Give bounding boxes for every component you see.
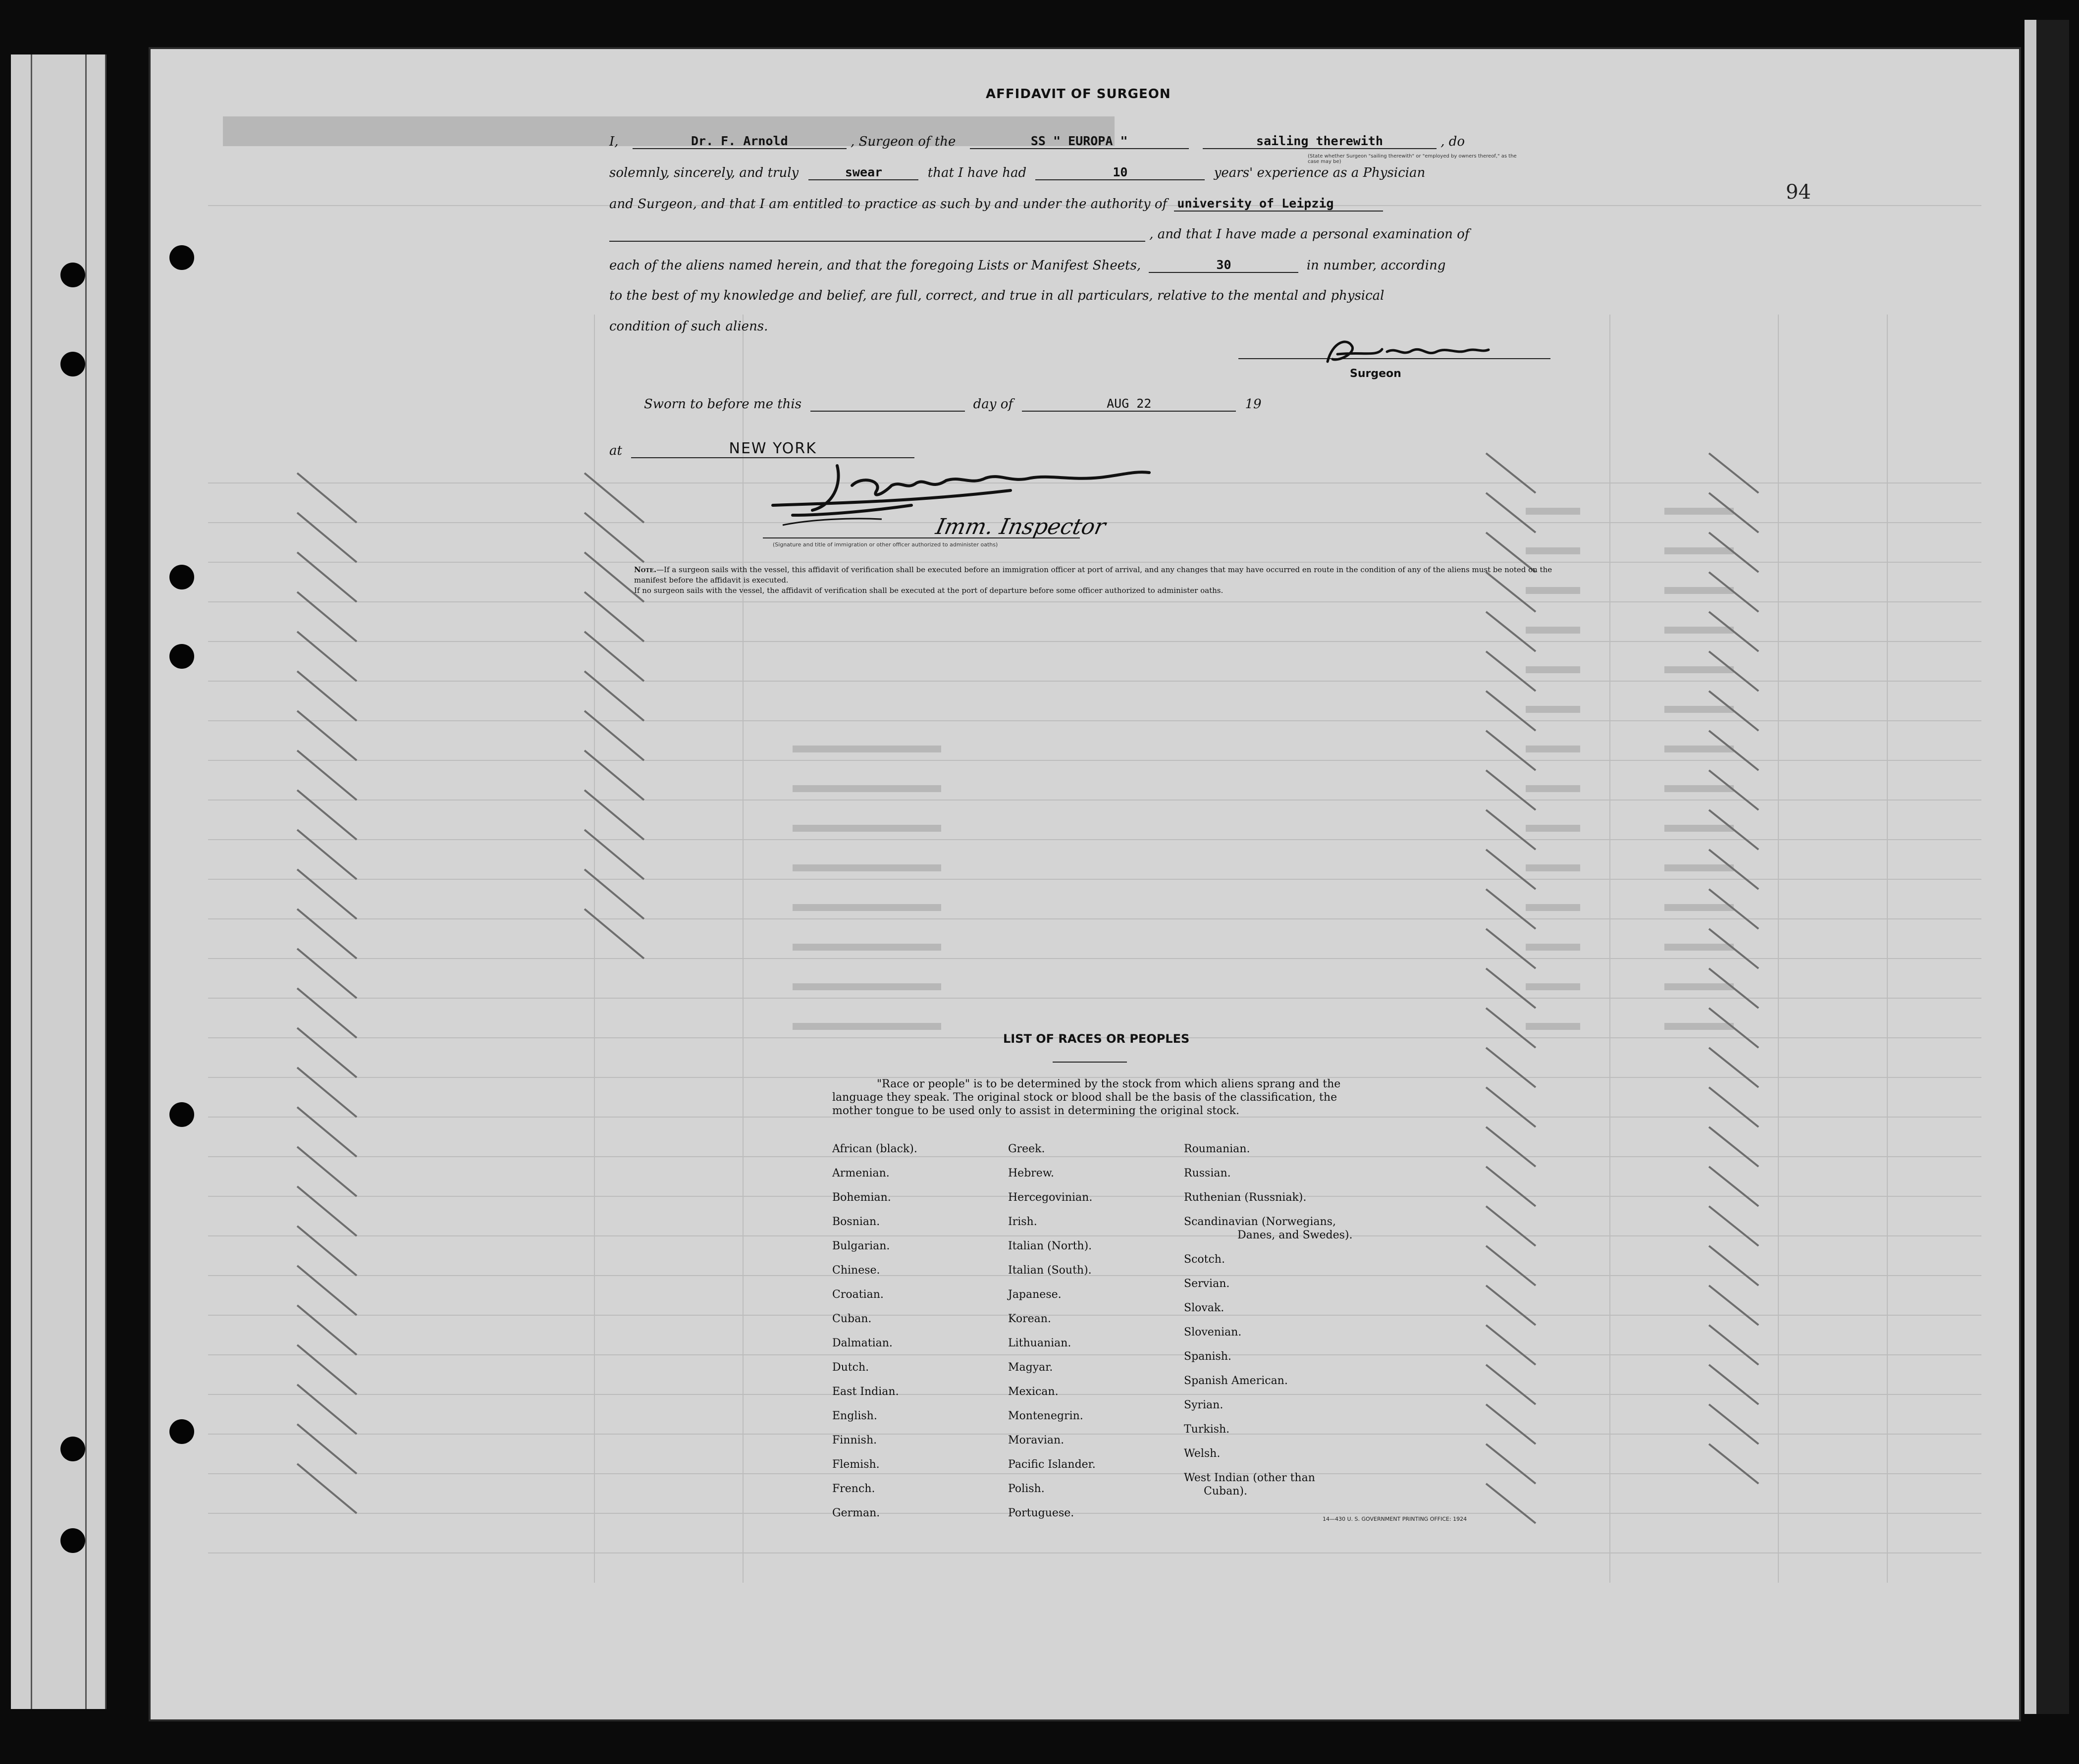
page-number: 94 [1786,181,1811,204]
binding-strip [11,54,107,1709]
race-item: Ruthenian (Russniak). [1184,1191,1307,1204]
race-item: Flemish. [832,1458,880,1471]
at-label: at [609,443,622,458]
race-item: Slovenian. [1184,1326,1242,1338]
race-item: Hercegovinian. [1008,1191,1093,1204]
sheets-count: 30 [1149,258,1298,273]
affidavit-line-3 [609,196,1383,212]
race-item: Italian (South). [1008,1264,1092,1277]
printer-mark: 14—430 U. S. GOVERNMENT PRINTING OFFICE: 1924 [1323,1516,1467,1522]
race-item: Cuban. [832,1313,872,1325]
state-note: (State whether Surgeon "sailing therewith" or "employed by owners thereof," as the case may be) [1308,154,1517,164]
note-paragraph-2: If no surgeon sails with the vessel, the affidavit of verification shall be executed at the port of departure before some officer authorized to administer oaths. [634,586,1224,595]
race-item: Roumanian. [1184,1143,1250,1155]
race-item: Irish. [1008,1216,1037,1228]
race-item: Servian. [1184,1278,1230,1290]
affidavit-title: AFFIDAVIT OF SURGEON [986,87,1171,102]
race-item: Mexican. [1008,1386,1059,1398]
blank-line [609,241,1145,242]
race-item: Magyar. [1008,1361,1053,1374]
race-item: Dutch. [832,1361,869,1374]
race-item: Japanese. [1008,1288,1062,1301]
year-prefix: 19 [1245,397,1262,412]
do-label: , do [1440,134,1465,149]
race-item: Italian (North). [1008,1240,1092,1252]
race-item: Greek. [1008,1143,1045,1155]
verification-note [634,565,1565,596]
binding-hole [60,1528,85,1553]
affidavit-line-5 [609,258,1445,273]
race-item: Spanish American. [1184,1375,1288,1387]
page-edge-right [2025,20,2069,1714]
race-item: Scotch. [1184,1253,1225,1266]
day-of-label: day of [973,397,1013,412]
officer-caption: (Signature and title of immigration or other officer authorized to administer oaths) [773,541,998,548]
races-title: LIST OF RACES OR PEOPLES [1003,1032,1190,1046]
race-item: Spanish. [1184,1350,1231,1363]
and-surgeon-label: and Surgeon, and that I am entitled to practice as such by and under the authority of [609,197,1168,212]
race-item: Korean. [1008,1313,1051,1325]
race-item: Russian. [1184,1167,1231,1179]
race-item: Pacific Islander. [1008,1458,1096,1471]
race-item: Cuban). [1204,1485,1247,1497]
race-item: German. [832,1507,880,1519]
surgeon-signature [1318,332,1496,372]
race-item: Moravian. [1008,1434,1065,1446]
races-title-rule [1053,1062,1127,1063]
race-item: Chinese. [832,1264,880,1277]
races-intro: "Race or people" is to be determined by the stock from which aliens sprang and the language they speak. The original stock or blood shall be the basis of the classification, the mother tongue to be used only to assist in determining the original stock. [832,1078,1341,1117]
authority-value: university of Leipzig [1174,196,1383,212]
note-lead: Note. [634,565,657,574]
race-item: Danes, and Swedes). [1237,1229,1353,1241]
sailing-status: sailing therewith [1203,134,1437,149]
surgeon-label: Surgeon [1350,368,1401,380]
affidavit-line-4 [609,227,1469,242]
race-item: Portuguese. [1008,1507,1074,1519]
race-item: African (black). [832,1143,917,1155]
each-label: each of the aliens named herein, and that the foregoing Lists or Manifest Sheets, [609,258,1141,273]
sworn-line [644,396,1262,412]
i-label: I, [609,134,619,149]
binding-line [85,54,87,1709]
race-item: Bohemian. [832,1191,891,1204]
in-number-label: in number, according [1306,258,1446,273]
race-item: Croatian. [832,1288,884,1301]
affidavit-line-2 [609,165,1425,180]
sworn-label: Sworn to before me this [644,397,802,412]
race-item: Finnish. [832,1434,877,1446]
race-item: Armenian. [832,1167,890,1179]
race-item: French. [832,1483,875,1495]
race-item: Welsh. [1184,1447,1221,1460]
race-item: Scandinavian (Norwegians, [1184,1216,1336,1228]
had-label: that I have had [927,165,1027,180]
oath-type: swear [808,165,918,180]
surgeon-name: Dr. F. Arnold [633,134,847,149]
race-item: Lithuanian. [1008,1337,1071,1349]
race-item: Slovak. [1184,1302,1225,1314]
experience-label: years' experience as a Physician [1214,165,1426,180]
affidavit-line-1 [609,134,1465,149]
binding-hole [60,1437,85,1461]
vessel-name: SS " EUROPA " [970,134,1189,149]
race-item: West Indian (other than [1184,1472,1315,1484]
years-count: 10 [1035,165,1205,180]
affidavit-line-7: condition of such aliens. [609,319,768,334]
note-paragraph-1 [634,565,1565,586]
affidavit-line-6: to the best of my knowledge and belief, are full, correct, and true in all particulars, relative to the mental and physical [609,288,1385,303]
binding-hole [60,263,85,287]
race-item: Bulgarian. [832,1240,890,1252]
sworn-day [810,411,965,412]
binding-hole [60,352,85,376]
solemnly-label: solemnly, sincerely, and truly [609,165,799,180]
sworn-date: AUG 22 [1022,396,1236,412]
race-item: Dalmatian. [832,1337,893,1349]
surgeon-of-label: , Surgeon of the [851,134,956,149]
race-item: Hebrew. [1008,1167,1055,1179]
race-item: Montenegrin. [1008,1410,1083,1422]
binding-line [31,54,32,1709]
exam-label: , and that I have made a personal examination of [1149,227,1470,242]
note-text-1: —If a surgeon sails with the vessel, this affidavit of verification shall be executed before an immigration officer at port of arrival, and any changes that may have occurred en route in the condition of any of the aliens must be noted on the manifest before the affidavit is executed. [634,565,1552,585]
race-item: Polish. [1008,1483,1045,1495]
races-column-1 [832,1137,917,1525]
races-column-2 [1008,1137,1096,1525]
place-value: NEW YORK [631,440,914,458]
race-item: East Indian. [832,1386,899,1398]
race-item: Syrian. [1184,1399,1224,1411]
race-item: Bosnian. [832,1216,880,1228]
races-column-3 [1184,1137,1352,1503]
race-item: English. [832,1410,877,1422]
race-item: Turkish. [1184,1423,1230,1436]
officer-title-handwritten: Imm. Inspector [933,514,1108,539]
